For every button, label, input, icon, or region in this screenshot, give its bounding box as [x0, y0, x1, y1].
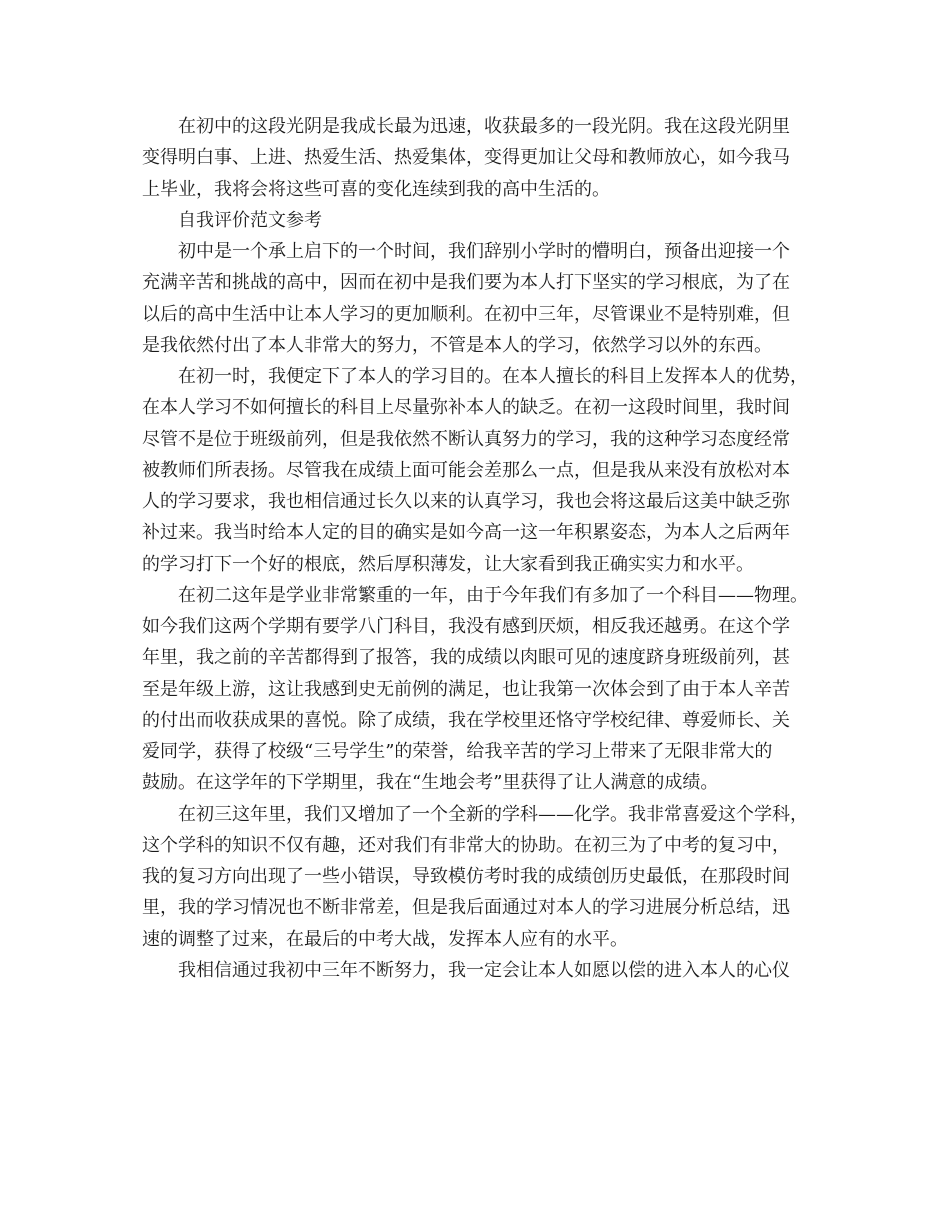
document-body: [142, 111, 814, 986]
paragraph-5: 在初三这年里，我们又增加了一个全新的学科——化学。我非常喜爱这个学科， 这个学科的知识不仅有趣，还对我们有非常大的协助。在初三为了中考的复习中， 我的复习方向出现了一些小错误，导致模仿考时我的成绩创历史最低，在那段时间 里，我的学习情况也不断非常差，但是我后面通过对本人的学习进展分析总结，迅 速的调整了过来，在最后的中考大战，发挥本人应有的水平。: [142, 803, 808, 950]
paragraph-6: 我相信通过我初中三年不断努力，我一定会让本人如愿以偿的进入本人的心仪: [178, 959, 790, 981]
section-heading: 自我评价范文参考: [178, 209, 322, 231]
paragraph-2: 初中是一个承上启下的一个时间，我们辞别小学时的懵明白，预备出迎接一个 充满辛苦和挑战的高中，因而在初中是我们要为本人打下坚实的学习根底，为了在 以后的高中生活中让本人学习的更加顺利。在初中三年，尽管课业不是特别难，但 是我依然付出了本人非常大的努力，不管是本人的学习，依然学习以外的东西。: [142, 241, 790, 356]
paragraph-1: 在初中的这段光阴是我成长最为迅速，收获最多的一段光阴。我在这段光阴里 变得明白事、上进、热爱生活、热爱集体，变得更加让父母和教师放心，如今我马 上毕业，我将会将这些可喜的变化连续到我的高中生活的。: [142, 116, 790, 200]
paragraph-4: 在初二这年是学业非常繁重的一年，由于今年我们有多加了一个科目——物理。 如今我们这两个学期有要学八门科目，我没有感到厌烦，相反我还越勇。在这个学 年里，我之前的辛苦都得到了报答，我的成绩以肉眼可见的速度跻身班级前列，甚 至是年级上游，这让我感到史无前例的满足，也让我第一次体会到了由于本人辛苦 的付出而收获成果的喜悦。除了成绩，我在学校里还恪守学校纪律、尊爱师长、关 爱同学，获得了校级“三号学生”的荣誉，给我辛苦的学习上带来了无限非常大的 鼓励。在这学年的下学期里，我在“生地会考”里获得了让人满意的成绩。: [142, 584, 808, 794]
paragraph-3: 在初一时，我便定下了本人的学习目的。在本人擅长的科目上发挥本人的优势， 在本人学习不如何擅长的科目上尽量弥补本人的缺乏。在初一这段时间里，我时间 尽管不是位于班级前列，但是我依然不断认真努力的学习，我的这种学习态度经常 被教师们所表扬。尽管我在成绩上面可能会差那么一点，但是我从来没有放松对本 人的学习要求，我也相信通过长久以来的认真学习，我也会将这最后这美中缺乏弥 补过来。我当时给本人定的目的确实是如今高一这一年积累姿态，为本人之后两年 的学习打下一个好的根底，然后厚积薄发，让大家看到我正确实实力和水平。: [142, 366, 808, 575]
